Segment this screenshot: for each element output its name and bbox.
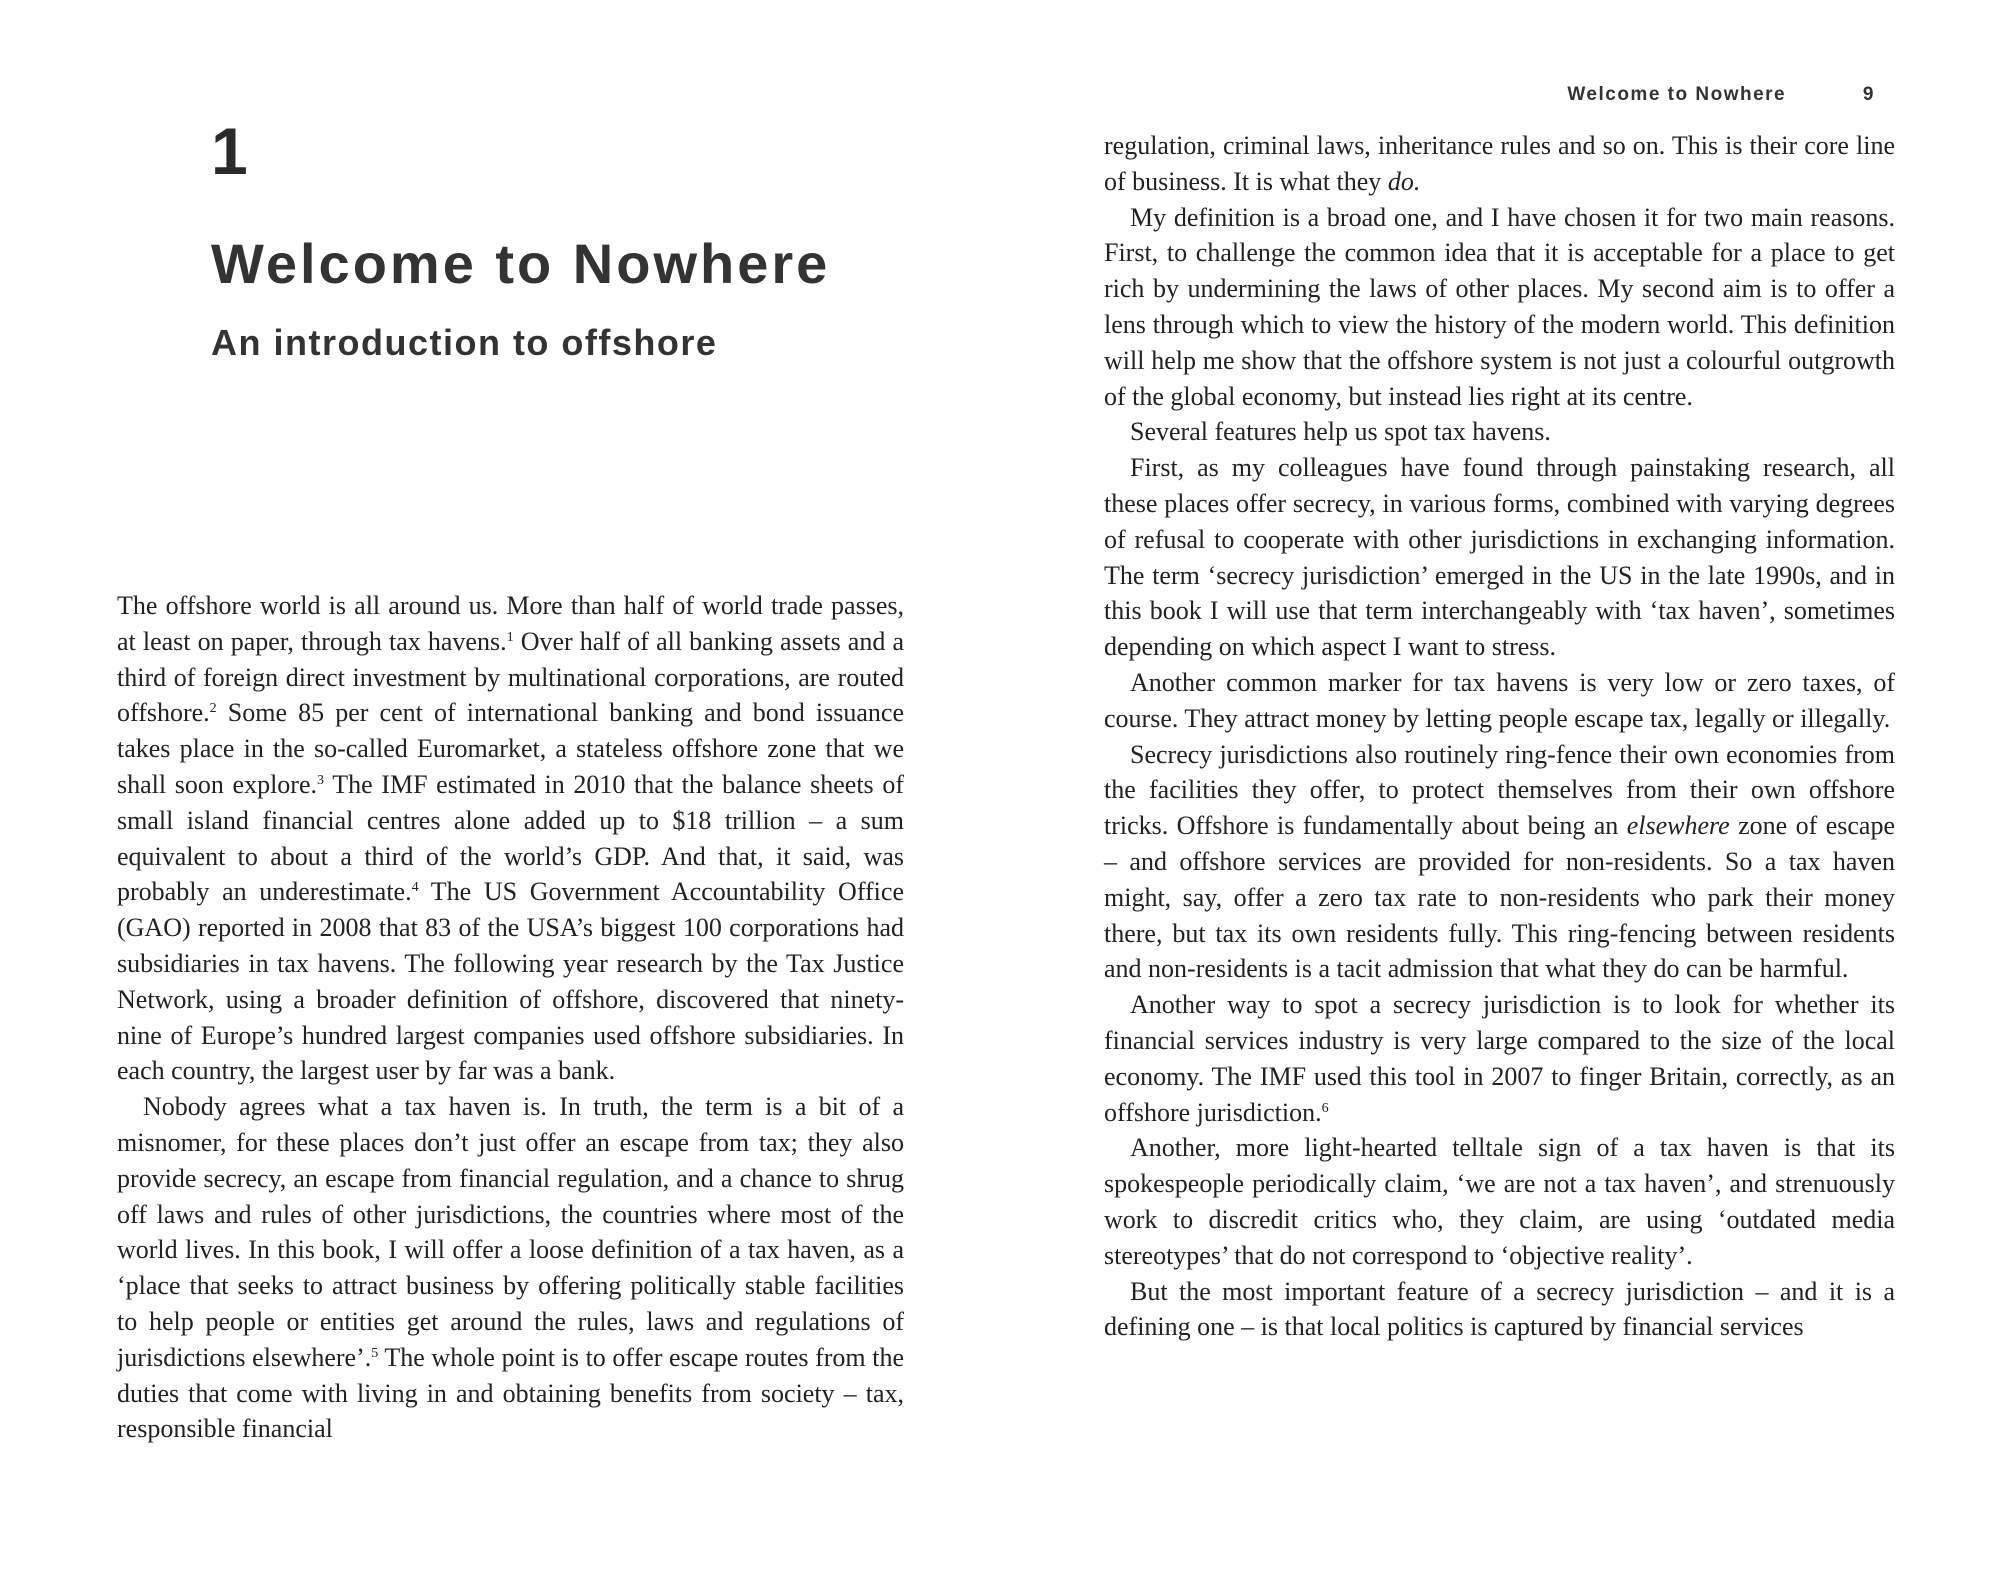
text-run: The US Government Accountability Office (GAO) reported in 2008 that 83 of the USA’s biggest 100 corporations had subsidiaries in tax havens. The following year research by the Tax Justice Network, using a broader definition of offshore, discovered that ninety-nine of Europe’s hundred largest companies used offshore subsidiaries. In each country, the largest user by far was a bank. xyxy=(117,877,904,1086)
chapter-number: 1 xyxy=(211,114,248,188)
right-page xyxy=(1000,0,2000,1586)
paragraph xyxy=(1104,450,1895,665)
emphasis-text: elsewhere xyxy=(1626,811,1730,841)
paragraph xyxy=(1104,414,1895,450)
emphasis-text: do. xyxy=(1387,166,1421,196)
text-run: First, as my colleagues have found through painstaking research, all these places offer secrecy, in various forms, combined with varying degrees of refusal to cooperate with other jurisdictions in exchanging information. The term ‘secrecy jurisdiction’ emerged in the US in the late 1990s, and in this book I will use that term interchangeably with ‘tax haven’, sometimes depending on which aspect I want to stress. xyxy=(1104,453,1895,662)
footnote-ref: 4 xyxy=(411,880,419,896)
text-run: But the most important feature of a secrecy jurisdiction – and it is a defining one – is that local politics is captured by financial services xyxy=(1104,1276,1895,1342)
text-run: Over half of all banking assets and a third of foreign direct investment by multinational corporations, are routed offshore. xyxy=(117,626,904,728)
text-run: Another way to spot a secrecy jurisdiction is to look for whether its financial services industry is very large compared to the size of the local economy. The IMF used this tool in 2007 to finger Britain, correctly, as an offshore jurisdiction. xyxy=(1104,990,1895,1127)
footnote-ref: 6 xyxy=(1321,1100,1329,1116)
paragraph xyxy=(117,588,904,1089)
chapter-title: Welcome to Nowhere xyxy=(211,232,831,295)
text-run: Another, more light-hearted telltale sign of a tax haven is that its spokespeople periodically claim, ‘we are not a tax haven’, and strenuously work to discredit critics who, they claim, are using ‘outdated media stereotypes’ that do not correspond to ‘objective reality’. xyxy=(1104,1133,1895,1270)
text-run: The whole point is to offer escape routes from the duties that come with living in and obtaining benefits from society – tax, responsible financial xyxy=(117,1342,905,1444)
text-run: Some 85 per cent of international banking and bond issuance takes place in the so-called Euromarket, a stateless offshore zone that we shall soon explore. xyxy=(117,698,904,799)
running-head xyxy=(1567,84,1875,106)
paragraph xyxy=(117,1089,904,1447)
running-head-title: Welcome to Nowhere xyxy=(1567,84,1787,105)
text-run: The offshore world is all around us. More than half of world trade passes, at least on paper, through tax havens. xyxy=(117,591,904,656)
text-run: Another common marker for tax havens is very low or zero taxes, of course. They attract money by letting people escape tax, legally or illegally. xyxy=(1104,667,1895,733)
page-number: 9 xyxy=(1862,84,1875,105)
paragraph xyxy=(1104,200,1895,415)
text-run: Nobody agrees what a tax haven is. In truth, the term is a bit of a misnomer, for these places don’t just offer an escape from tax; they also provide secrecy, an escape from financial regulation, and a chance to shrug off laws and rules of other jurisdictions, the countries where most of the world lives. In this book, I will offer a loose definition of a tax haven, as a ‘place that seeks to attract business by offering politically stable facilities to help people or entities get around the rules, laws and regulations of jurisdictions elsewhere’. xyxy=(117,1092,904,1372)
footnote-ref: 3 xyxy=(317,772,325,788)
paragraph xyxy=(1104,1130,1895,1273)
paragraph xyxy=(1104,737,1895,988)
paragraph xyxy=(1104,987,1895,1130)
footnote-ref: 2 xyxy=(209,701,217,717)
footnote-ref: 5 xyxy=(371,1345,379,1361)
text-run: Several features help us spot tax havens. xyxy=(1130,417,1551,447)
paragraph xyxy=(1104,128,1895,200)
text-run: The IMF estimated in 2010 that the balance sheets of small island financial centres alone added up to $18 trillion – a sum equivalent to about a third of the world’s GDP. And that, it said, was probably an underestimate. xyxy=(117,769,904,907)
text-run: zone of escape – and offshore services are provided for non-residents. So a tax haven might, say, offer a zero tax rate to non-residents who park their money there, but tax its own residents fully. This ring-fencing between residents and non-residents is a tacit admission that what they do can be harmful. xyxy=(1104,811,1895,984)
paragraph xyxy=(1104,1274,1895,1346)
text-run: regulation, criminal laws, inheritance rules and so on. This is their core line of business. It is what they xyxy=(1104,131,1895,196)
text-run: Secrecy jurisdictions also routinely ring-fence their own economies from the facilities they offer, to protect themselves from their own offshore tricks. Offshore is fundamentally about being an xyxy=(1104,739,1895,841)
right-body-text xyxy=(1104,128,1895,1345)
chapter-subtitle: An introduction to offshore xyxy=(211,322,718,363)
left-body-text xyxy=(117,588,904,1447)
text-run: My definition is a broad one, and I have chosen it for two main reasons. First, to challenge the common idea that it is acceptable for a place to get rich by undermining the laws of other places. My second aim is to offer a lens through which to view the history of the modern world. This definition will help me show that the offshore system is not just a colourful outgrowth of the global economy, but instead lies right at its centre. xyxy=(1104,202,1895,411)
footnote-ref: 1 xyxy=(506,629,514,645)
paragraph xyxy=(1104,665,1895,737)
